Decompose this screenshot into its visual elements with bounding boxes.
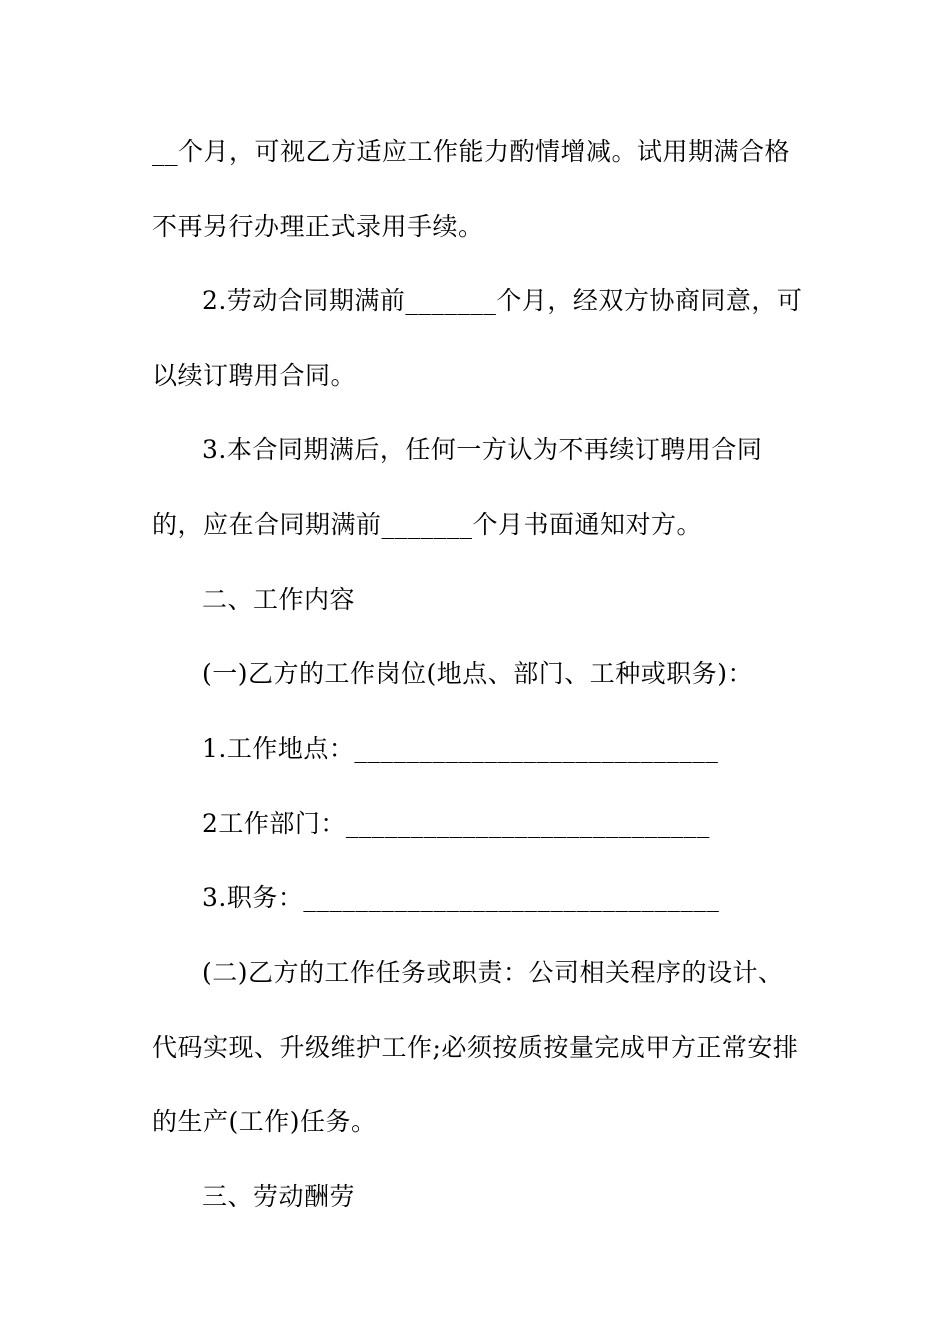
- field-work-department: 2工作部门：____________________________: [202, 809, 710, 838]
- subsection-work-duties-cont: 代码实现、升级维护工作;必须按质按量完成甲方正常安排: [152, 1033, 799, 1062]
- subsection-work-position: (一)乙方的工作岗位(地点、部门、工种或职务)：: [202, 659, 754, 688]
- field-job-title: 3.职务：________________________________: [202, 883, 720, 912]
- field-work-location: 1.工作地点：____________________________: [202, 734, 719, 763]
- subsection-work-duties-end: 的生产(工作)任务。: [152, 1107, 377, 1136]
- section-heading-compensation: 三、劳动酬劳: [202, 1182, 356, 1211]
- paragraph-probation-end: 不再另行办理正式录用手续。: [152, 212, 484, 241]
- clause-2-renewal-end: 以续订聘用合同。: [152, 361, 357, 390]
- clause-3-termination-end: 的，应在合同期满前_______个月书面通知对方。: [152, 510, 703, 539]
- subsection-work-duties: (二)乙方的工作任务或职责：公司相关程序的设计、: [202, 958, 784, 987]
- section-heading-work-content: 二、工作内容: [202, 585, 356, 614]
- paragraph-probation-continued: __个月，可视乙方适应工作能力酌情增减。试用期满合格: [152, 137, 791, 166]
- clause-2-renewal: 2.劳动合同期满前_______个月，经双方协商同意，可: [202, 286, 803, 315]
- clause-3-termination: 3.本合同期满后，任何一方认为不再续订聘用合同: [202, 435, 763, 464]
